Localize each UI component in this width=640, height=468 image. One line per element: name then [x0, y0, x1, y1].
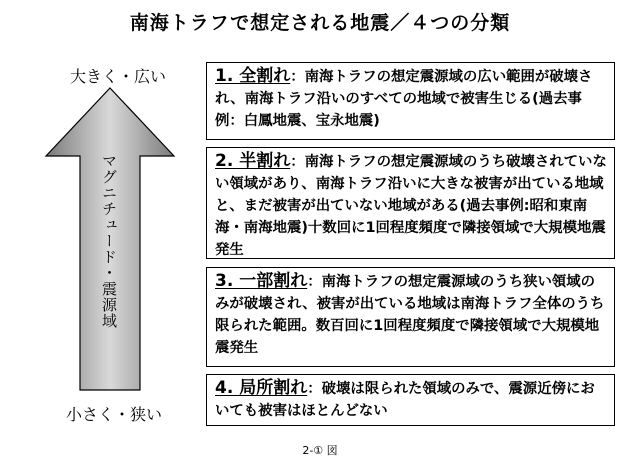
category-description: 破壊は限られた領域のみで、震源近傍においても被害はほとんどない: [215, 381, 595, 419]
category-box-full-rupture: 1. 全割れ：南海トラフの想定震源域の広い範囲が破壊され、南海トラフ沿いのすべての地域で被害生じる(過去事例：白鳳地震、宝永地震): [206, 62, 615, 140]
arrow-axis-label: マグニチュード・震源域: [100, 153, 118, 329]
category-heading: 2. 半割れ: [215, 151, 291, 171]
category-heading: 4. 局所割れ: [215, 378, 308, 398]
category-heading: 3. 一部割れ: [215, 271, 308, 291]
scale-top-label: 大きく・広い: [70, 67, 167, 86]
category-description: 南海トラフの想定震源域の広い範囲が破壊され、南海トラフ沿いのすべての地域で被害生じる(過去事例：白鳳地震、宝永地震): [215, 69, 593, 129]
category-description: 南海トラフの想定震源域のうち破壊されていない領域があり、南海トラフ沿いに大きな被害が出ている地域と、まだ被害が出ていない地域がある(過去事例:昭和東南海・南海地震)十数回に1回程度頻度で隣接領域で大規模地震発生: [215, 154, 607, 258]
scale-bottom-label: 小さく・狭い: [66, 405, 163, 424]
category-box-half-rupture: 2. 半割れ：南海トラフの想定震源域のうち破壊されていない領域があり、南海トラフ沿いに大きな被害が出ている地域と、まだ被害が出ていない地域がある(過去事例:昭和東南海・南海地震)十数回に1回程度頻度で隣接領域で大規模地震発生: [206, 147, 615, 259]
figure-caption: 2-① 図: [302, 444, 338, 457]
page-title: 南海トラフで想定される地震／４つの分類: [129, 12, 511, 34]
category-heading: 1. 全割れ: [215, 66, 291, 86]
category-box-local-rupture: 4. 局所割れ：破壊は限られた領域のみで、震源近傍においても被害はほとんどない: [206, 374, 615, 426]
category-box-partial-rupture: 3. 一部割れ：南海トラフの想定震源域のうち狭い領域のみが破壊され、被害が出ている地域は南海トラフ全体のうち限られた範囲。数百回に1回程度頻度で隣接領域で大規模地震発生: [206, 267, 615, 367]
category-description: 南海トラフの想定震源域のうち狭い領域のみが破壊され、被害が出ている地域は南海トラフ全体のうち限られた範囲。数百回に1回程度頻度で隣接領域で大規模地震発生: [215, 274, 605, 356]
